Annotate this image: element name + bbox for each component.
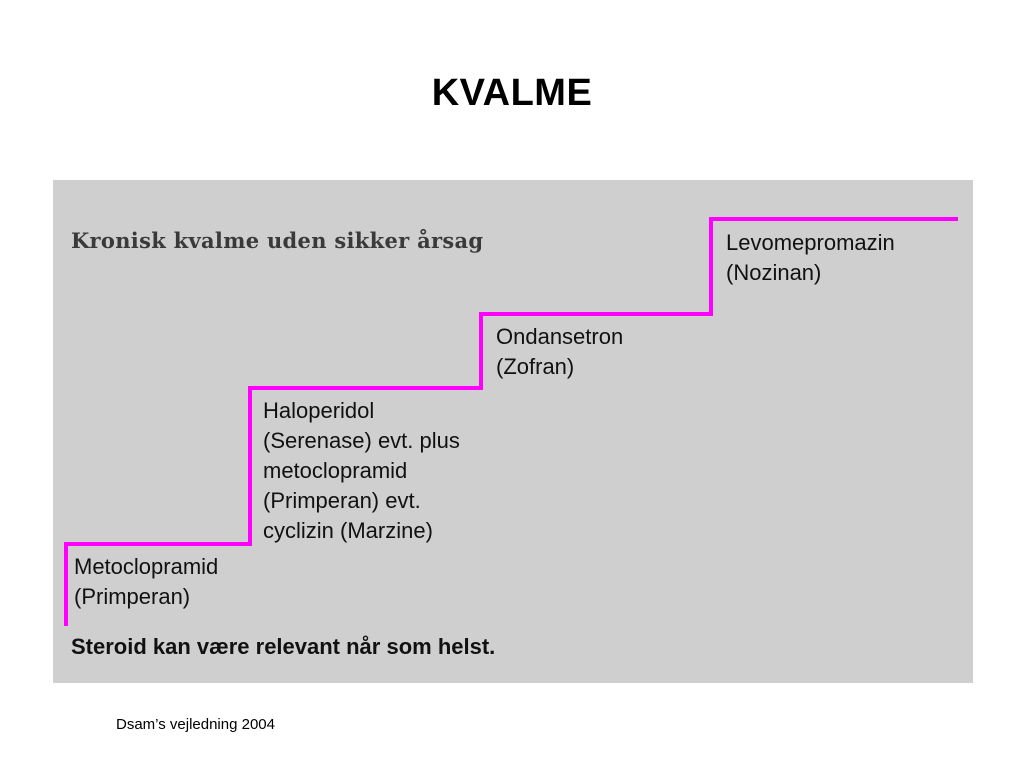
step-1-text: Metoclopramid (Primperan) (74, 554, 219, 609)
source-note: Dsam’s vejledning 2004 (116, 716, 275, 733)
steroid-note: Steroid kan være relevant når som helst. (71, 634, 496, 659)
step-2-text: Haloperidol (Serenase) evt. plus metoclopramid (Primperan) evt. cyclizin (Marzine) (263, 398, 460, 543)
figure-subtitle: Kronisk kvalme uden sikker årsag (71, 228, 484, 253)
step-4-text: Levomepromazin (Nozinan) (726, 230, 895, 285)
staircase-figure (53, 180, 973, 683)
slide-title: KVALME (431, 72, 593, 114)
step-3-text: Ondansetron (Zofran) (496, 324, 624, 379)
